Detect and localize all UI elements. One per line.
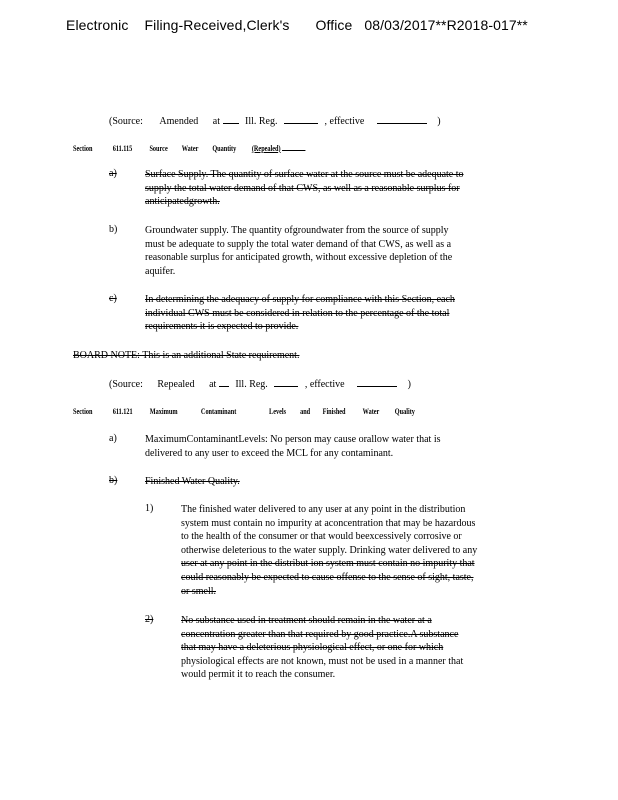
sub-2-line: physiological effects are not known, must not be used in a manner that [181, 655, 464, 667]
mcl-b-label: b) [109, 475, 118, 486]
section-title-word: Water [181, 144, 199, 153]
item-a-line: anticipatedgrowth. [145, 196, 220, 208]
section-heading-611-121 [73, 407, 415, 416]
item-c-line: In determining the adequacy of supply for compliance with this Section, each [145, 294, 455, 305]
item-c-line: individual CWS must be considered in relation to the percentage of the total [145, 307, 450, 319]
sub-2-struck-line: that may have a deleterious physiological effect, or one for which [181, 642, 444, 654]
board-note: BOARD NOTE: This is an additional State requirement. [73, 350, 300, 361]
source-amended-line [109, 113, 441, 129]
section-title-word: Levels [269, 407, 287, 416]
sub-1-line: The finished water delivered to any user at any point in the distribution [181, 504, 466, 515]
section-title-word: Water [362, 407, 380, 416]
sub-1-line: otherwise deleterious to the water supply. Drinking water delivered to any [181, 544, 478, 556]
sub-2-struck-line: No substance used in treatment should remain in the water at a [181, 615, 432, 626]
section-title-word: Maximum [149, 407, 178, 416]
blank-date [377, 113, 427, 124]
source-close: ) [437, 116, 441, 127]
filing-header [66, 17, 528, 33]
header-office: Office [315, 17, 353, 33]
source-open: (Source: [109, 116, 143, 127]
section-title-word: Quantity [212, 144, 237, 153]
sub-2-text [181, 614, 521, 682]
item-a-label: a) [109, 168, 117, 179]
source-reg: Ill. Reg. [235, 379, 268, 390]
source-effective: , effective [304, 379, 345, 390]
sub-1-line: to the health of the consumer or that would beexcessively corrosive or [181, 531, 462, 543]
item-a-text [145, 168, 533, 209]
blank-page [284, 113, 318, 124]
sub-2-line: would permit it to reach the consumer. [181, 669, 336, 681]
item-a-line: supply the total water demand of that CWS, as well as a reasonable surplus for [145, 182, 460, 194]
sub-1-struck-line: could reasonably be expected to cause offense to the sense of sight, taste, [181, 571, 474, 583]
section-status: (Repealed) [251, 144, 281, 153]
item-b-line: aquifer. [145, 265, 176, 277]
source-at: at [209, 379, 217, 390]
header-electronic: Electronic [66, 17, 129, 33]
item-a-line: Surface Supply. The quantity of surface water at the source must be adequate to [145, 169, 464, 180]
blank-volume [219, 376, 229, 387]
mcl-a-text [145, 433, 505, 460]
mcl-a-label: a) [109, 433, 117, 444]
section-title-word: Finished [322, 407, 346, 416]
sub-2-label: 2) [145, 614, 154, 625]
source-close: ) [407, 379, 411, 390]
sub-1-struck-line: user at any point in the distribut ion system must contain no impurity that [181, 558, 475, 570]
section-number: 611.121 [112, 407, 133, 416]
mcl-a-line: MaximumContaminantLevels: No person may cause orallow water that is [145, 434, 441, 445]
item-c-label: c) [109, 293, 117, 304]
section-number: 611.115 [112, 144, 133, 153]
sub-1-struck-line: or smell. [181, 585, 216, 597]
item-b-line: Groundwater supply. The quantity ofgroundwater from the source of supply [145, 225, 449, 236]
sub-1-label: 1) [145, 503, 154, 514]
source-effective: , effective [324, 116, 365, 127]
item-b-line: reasonable surplus for anticipated growth, without excessive depletion of the [145, 252, 453, 264]
item-c-text [145, 293, 525, 334]
section-label: Section [73, 144, 93, 153]
section-title-word: Quality [394, 407, 415, 416]
item-b-line: must be adequate to supply the total water demand of that CWS, as well as a [145, 238, 452, 250]
blank-date [357, 376, 397, 387]
item-c-line: requirements it is expected to provide. [145, 321, 299, 333]
source-at: at [212, 116, 220, 127]
header-filing-received: Filing-Received,Clerk's [144, 17, 290, 33]
sub-2-struck-line: concentration greater than that required by good practice.A substance [181, 628, 459, 640]
sub-1-line: system must contain no impurity at aconcentration that may be hazardous [181, 517, 476, 529]
blank-page [274, 376, 298, 387]
source-open: (Source: [109, 379, 143, 390]
section-title-word: Contaminant [200, 407, 237, 416]
section-title-word: and [300, 407, 311, 416]
item-b-label: b) [109, 224, 118, 235]
item-b-text [145, 224, 515, 278]
source-reg: Ill. Reg. [245, 116, 278, 127]
source-amended: Amended [159, 116, 199, 127]
source-repealed: Repealed [157, 379, 195, 390]
sub-1-text [181, 503, 541, 598]
section-heading-611-115 [73, 143, 306, 153]
mcl-a-line: delivered to any user to exceed the MCL for any contaminant. [145, 447, 394, 459]
status-underline [282, 143, 305, 151]
section-title-word: Source [149, 144, 168, 153]
section-label: Section [73, 407, 93, 416]
mcl-b-heading: Finished Water Quality. [145, 476, 240, 487]
header-docket-code: 08/03/2017**R2018-017** [364, 17, 528, 33]
source-repealed-line [109, 376, 411, 392]
blank-volume [223, 113, 239, 124]
